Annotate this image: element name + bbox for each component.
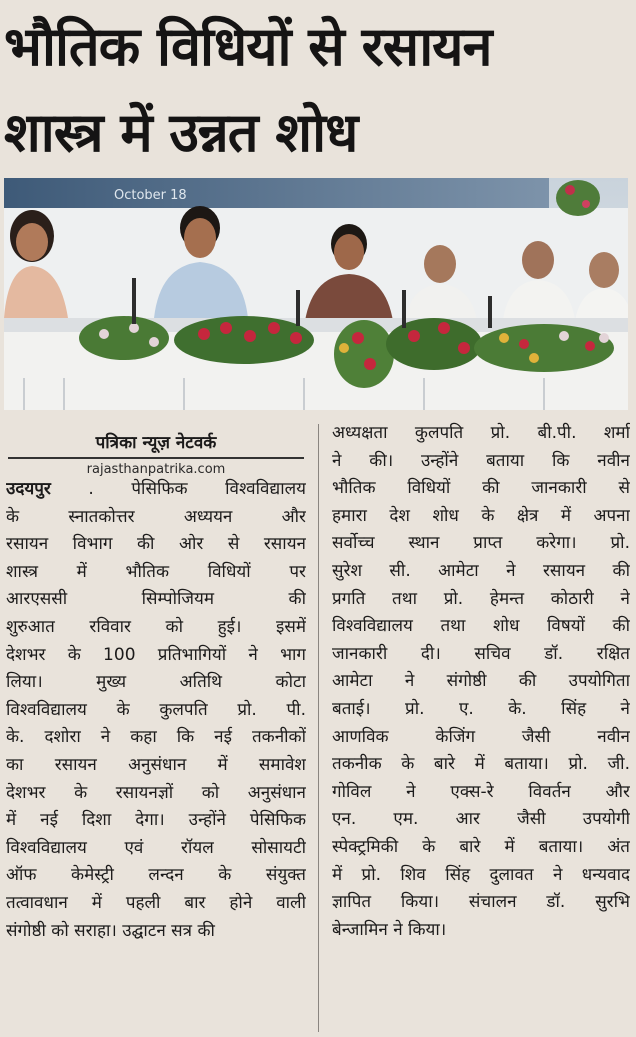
article-column-left: [6, 476, 306, 945]
byline-site: rajasthanpatrika.com: [86, 462, 226, 477]
article-line: तकनीक के बारे में बताया। प्रो. जी.: [332, 754, 630, 775]
event-photo: [4, 178, 628, 410]
article-line: आरएससी सिम्पोजियम की: [6, 589, 306, 610]
byline: [8, 432, 304, 478]
article-line: देशभर के रसायनज्ञों को अनुसंधान: [6, 782, 306, 803]
article-line: संगोष्ठी को सराहा। उद्घाटन सत्र की: [6, 920, 215, 941]
article-line: भौतिक विधियों की जानकारी से: [332, 478, 630, 499]
article-line: सर्वोच्च स्थान प्राप्त करेगा। प्रो.: [332, 533, 630, 554]
headline: [4, 4, 630, 176]
article-line: तत्वावधान में पहली बार होने वाली: [6, 892, 306, 913]
article-line: बेन्जामिन ने किया।: [332, 919, 447, 940]
article-line: सुरेश सी. आमेटा ने रसायन की: [332, 560, 630, 581]
banner-text: October 18: [114, 188, 187, 203]
article-line: के. दशोरा ने कहा कि नई तकनीकों: [6, 727, 306, 748]
byline-rule: [8, 457, 304, 459]
byline-name: पत्रिका न्यूज़ नेटवर्क: [95, 433, 217, 453]
article-line: आणविक केजिंग जैसी नवीन: [332, 726, 630, 747]
article-column-right: [332, 420, 630, 944]
article-line: विश्वविद्यालय के कुलपति प्रो. पी.: [6, 699, 306, 720]
article-line: अध्यक्षता कुलपति प्रो. बी.पी. शर्मा: [332, 423, 630, 443]
article-line: एन. एम. आर जैसी उपयोगी: [332, 809, 630, 830]
article-line: प्रगति तथा प्रो. हेमन्त कोठारी ने: [332, 588, 630, 609]
article-line: गोविल ने एक्स-रे विवर्तन और: [332, 781, 630, 802]
article-dateline: उदयपुर: [6, 479, 51, 499]
event-photo-image: [4, 178, 628, 410]
article-line: ऑफ केमेस्ट्री लन्दन के संयुक्त: [6, 865, 306, 886]
column-divider: [318, 424, 319, 1032]
article-line: स्पेक्ट्रमिकी के बारे में बताया। अंत: [332, 836, 630, 857]
article-line: लिया। मुख्य अतिथि कोटा: [6, 672, 306, 693]
article-line-text: . पेसिफिक विश्वविद्यालय: [50, 479, 306, 499]
article-line: में नई दिशा देगा। उन्होंने पेसिफिक: [6, 810, 306, 831]
article-line: शुरुआत रविवार को हुई। इसमें: [6, 616, 306, 637]
article-line: ज्ञापित किया। संचालन डॉ. सुरभि: [332, 892, 630, 913]
article-line: विश्वविद्यालय तथा शोध विषयों की: [332, 616, 630, 637]
article-line: में प्रो. शिव सिंह दुलावत ने धन्यवाद: [332, 864, 630, 885]
article-line: [6, 476, 306, 504]
article-line: विश्वविद्यालय एवं रॉयल सोसायटी: [6, 837, 306, 858]
article-line: बताई। प्रो. ए. के. सिंह ने: [332, 698, 630, 719]
headline-line-1: भौतिक विधियों से रसायन: [4, 15, 492, 78]
article-line: जानकारी दी। सचिव डॉ. रक्षित: [332, 643, 630, 664]
article-line: हमारा देश शोध के क्षेत्र में अपना: [332, 505, 630, 526]
article-line: का रसायन अनुसंधान में समावेश: [6, 754, 306, 775]
article-line: रसायन विभाग की ओर से रसायन: [6, 534, 306, 555]
headline-line-2: शास्त्र में उन्नत शोध: [4, 101, 358, 164]
article-line: ने की। उन्होंने बताया कि नवीन: [332, 450, 630, 471]
article-line: शास्त्र में भौतिक विधियों पर: [6, 561, 306, 582]
article-line: आमेटा ने संगोष्ठी की उपयोगिता: [332, 671, 630, 692]
flower-plant: [556, 180, 600, 216]
article-line: देशभर के 100 प्रतिभागियों ने भाग: [6, 644, 306, 665]
article-line: के स्नातकोत्तर अध्ययन और: [6, 506, 306, 527]
